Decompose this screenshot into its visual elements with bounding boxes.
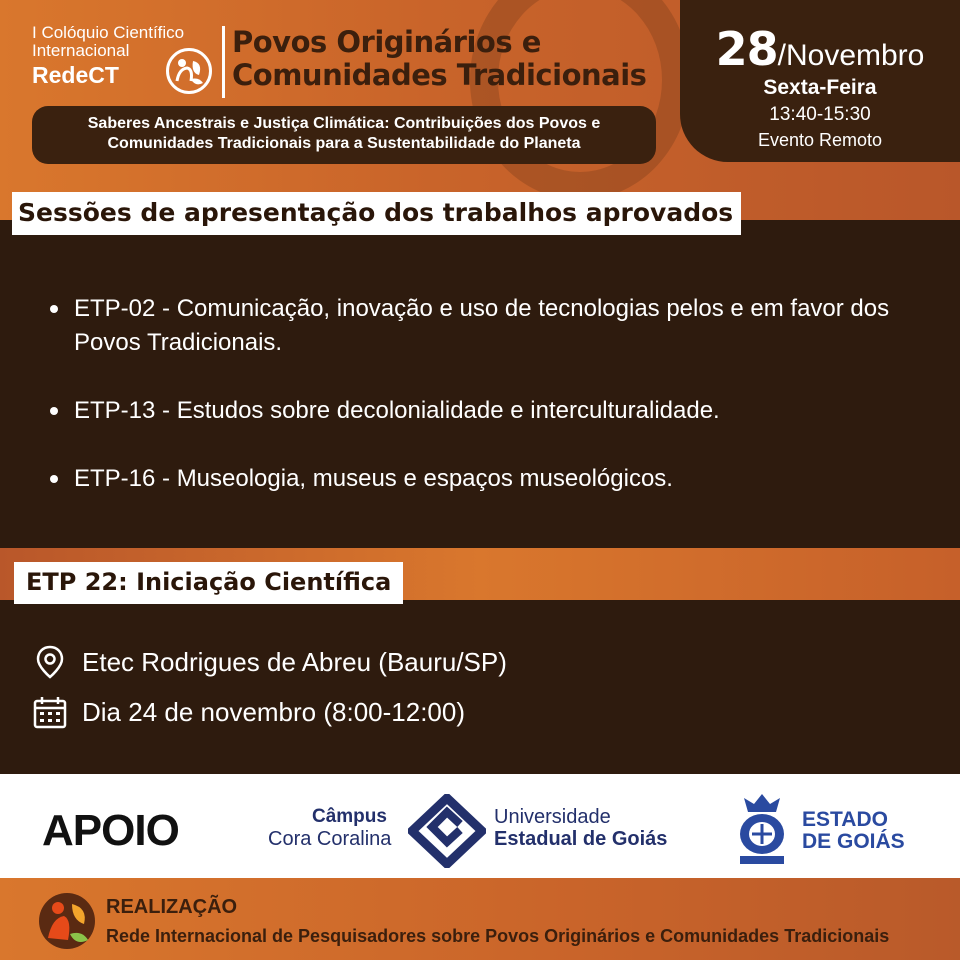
event-weekday: Sexta-Feira (763, 76, 877, 99)
colloquium-line2: Internacional (32, 41, 130, 60)
date-row (32, 694, 465, 730)
event-time: 13:40-15:30 (769, 104, 871, 125)
date-text: Dia 24 de novembro (8:00-12:00) (82, 696, 466, 727)
session-item: ETP-13 - Estudos sobre decolonialidade e interculturalidade. (48, 394, 928, 428)
location-pin-icon (32, 644, 68, 680)
event-month: /Novembro (777, 39, 925, 72)
session-item: ETP-16 - Museologia, museus e espaços museológicos. (48, 462, 928, 496)
footer-bar (0, 878, 960, 960)
ueg-line1: Universidade (494, 806, 611, 828)
calendar-icon (32, 694, 68, 730)
title-line2: Comunidades Tradicionais (232, 58, 647, 92)
etp22-heading: ETP 22: Iniciação Científica (14, 562, 403, 604)
event-title (232, 26, 646, 92)
brand-name: RedeCT (32, 62, 119, 88)
sessions-heading: Sessões de apresentação dos trabalhos aprovados (12, 192, 741, 235)
location-text: Etec Rodrigues de Abreu (Bauru/SP) (82, 646, 507, 677)
campus-label: Câmpus (312, 806, 387, 827)
sessions-list (48, 292, 928, 530)
footer-org: Rede Internacional de Pesquisadores sobre Povos Originários e Comunidades Tradicionais (106, 926, 890, 946)
goias-crest-icon (732, 790, 792, 870)
redect-logo (166, 48, 212, 94)
ueg-logo (408, 794, 486, 868)
location-row (32, 644, 507, 680)
subtitle-line2: Comunidades Tradicionais para a Sustentabilidade do Planeta (107, 135, 581, 152)
estado-line1: ESTADO (802, 808, 888, 831)
campus-name: Cora Coralina (268, 828, 392, 850)
support-label: APOIO (42, 806, 179, 855)
header-banner (0, 0, 960, 220)
session-item: ETP-02 - Comunicação, inovação e uso de tecnologias pelos e em favor dos Povos Tradicionais. (48, 292, 928, 360)
event-mode: Evento Remoto (757, 130, 883, 150)
event-date-box (680, 0, 960, 162)
title-line1: Povos Originários e (232, 25, 541, 59)
ueg-line2: Estadual de Goiás (494, 828, 668, 850)
subtitle-line1: Saberes Ancestrais e Justiça Climática: Contribuições dos Povos e (87, 115, 601, 132)
event-date (680, 22, 960, 76)
realizacao-logo (36, 890, 98, 952)
colloquium-label (32, 24, 184, 60)
event-day: 28 (715, 22, 778, 76)
estado-line2: DE GOIÁS (802, 830, 905, 853)
title-divider (222, 26, 225, 98)
footer-label: REALIZAÇÃO (106, 896, 238, 918)
colloquium-line1: I Colóquio Científico (32, 23, 185, 42)
event-subtitle (32, 106, 656, 164)
